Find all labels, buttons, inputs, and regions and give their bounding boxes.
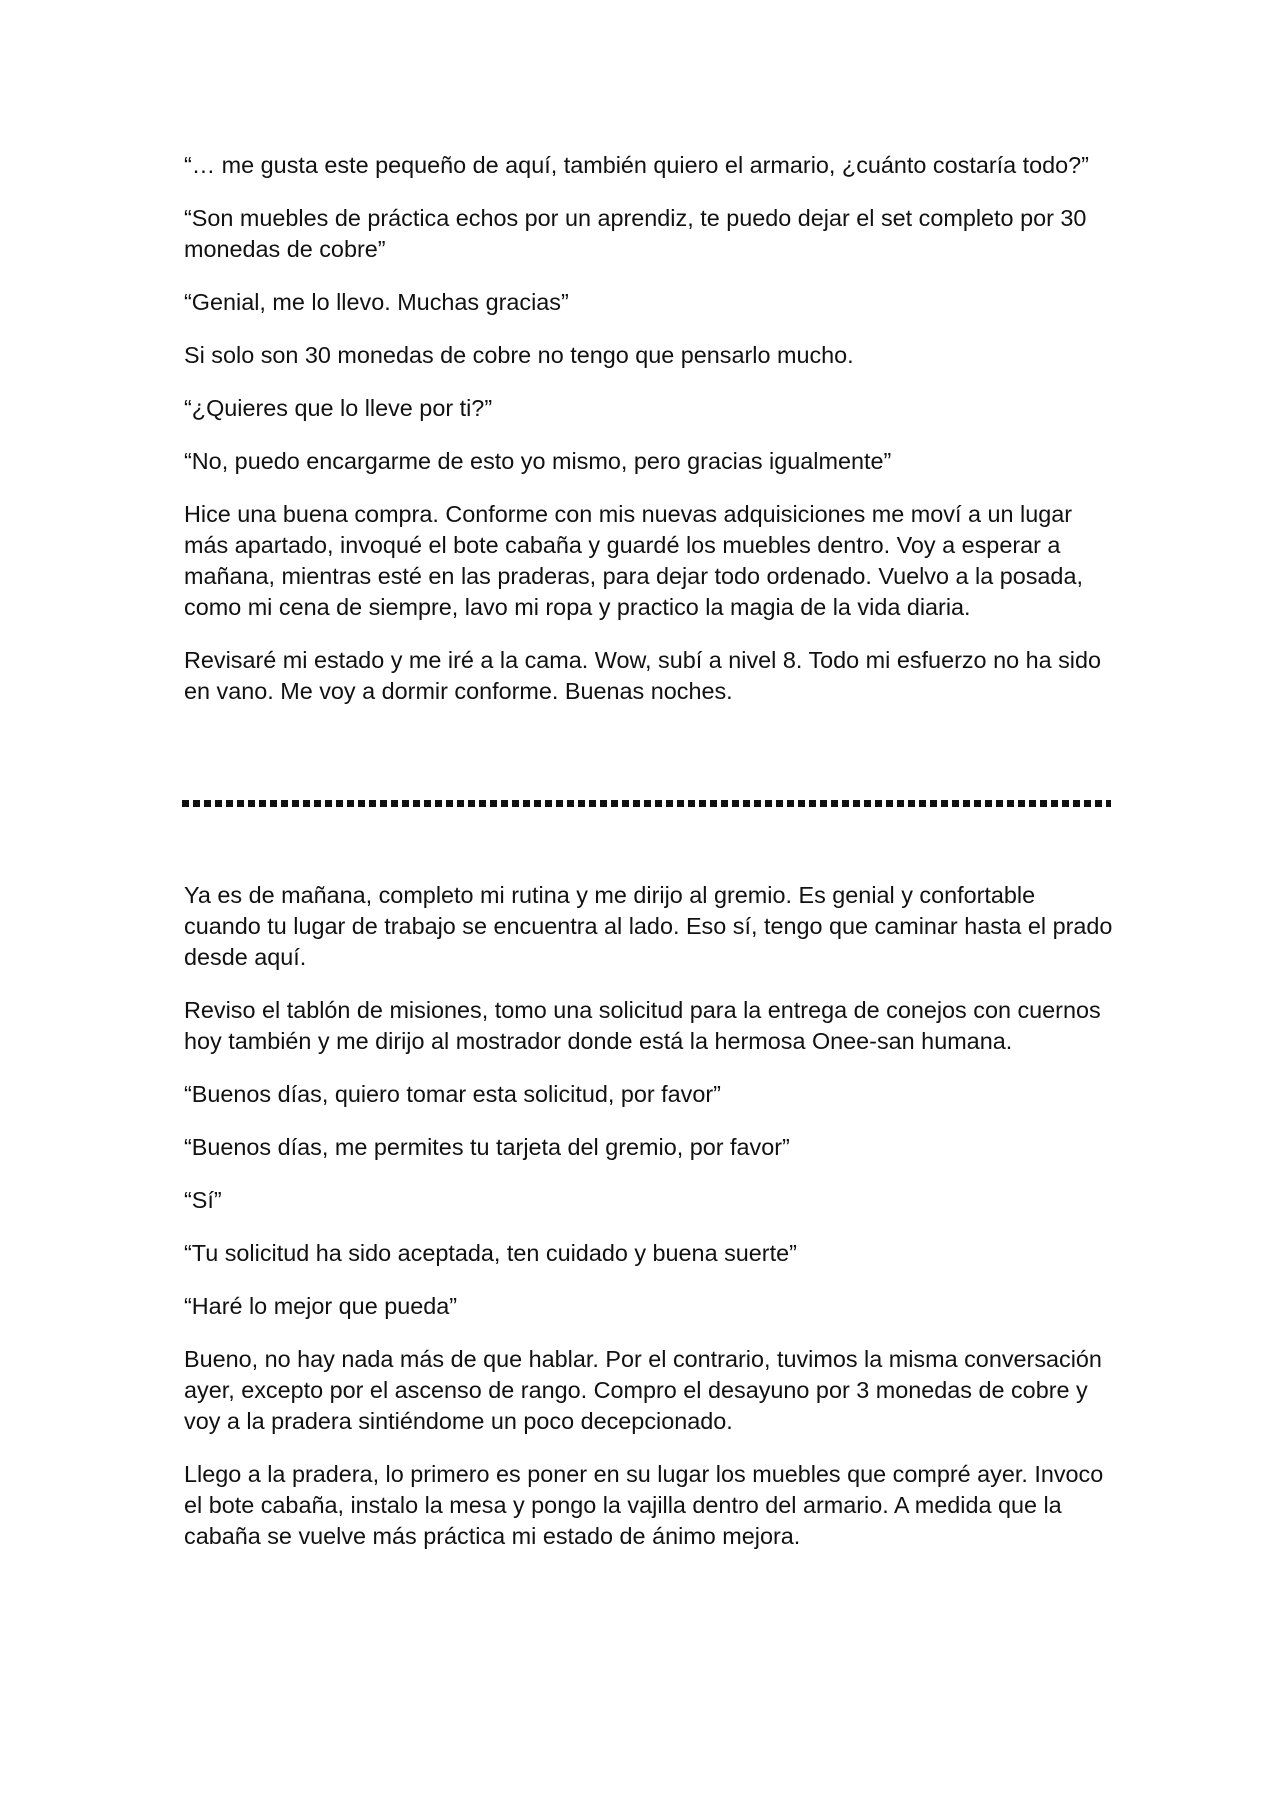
paragraph: Ya es de mañana, completo mi rutina y me dirijo al gremio. Es genial y confortable cuando tu lugar de trabajo se encuentra al lado. Eso sí, tengo que caminar hasta el prado desde aquí. (184, 882, 1113, 970)
paragraph: “Son muebles de práctica echos por un aprendiz, te puedo dejar el set completo por 30 monedas de cobre” (184, 205, 1087, 262)
text-block-top (184, 150, 1114, 729)
paragraph: Llego a la pradera, lo primero es poner en su lugar los muebles que compré ayer. Invoco el bote cabaña, instalo la mesa y pongo la vajilla dentro del armario. A medida que la cabaña se vuelve más práctica mi estado de ánimo mejora. (184, 1461, 1104, 1549)
section-divider (182, 800, 1111, 807)
paragraph: “¿Quieres que lo lleve por ti?” (184, 395, 493, 421)
text-block-bottom (184, 880, 1114, 1574)
paragraph: “No, puedo encargarme de esto yo mismo, pero gracias igualmente” (184, 448, 892, 474)
paragraph: Hice una buena compra. Conforme con mis nuevas adquisiciones me moví a un lugar más apartado, invoqué el bote cabaña y guardé los muebles dentro. Voy a esperar a mañana, mientras esté en las praderas, para dejar todo ordenado. Vuelvo a la posada, como mi cena de siempre, lavo mi ropa y practico la magia de la vida diaria. (184, 501, 1083, 620)
paragraph: Si solo son 30 monedas de cobre no tengo que pensarlo mucho. (184, 342, 854, 368)
paragraph: “Genial, me lo llevo. Muchas gracias” (184, 289, 569, 315)
paragraph: “Buenos días, quiero tomar esta solicitud, por favor” (184, 1081, 721, 1107)
paragraph: “… me gusta este pequeño de aquí, también quiero el armario, ¿cuánto costaría todo?” (184, 152, 1089, 178)
paragraph: Reviso el tablón de misiones, tomo una solicitud para la entrega de conejos con cuernos hoy también y me dirijo al mostrador donde está la hermosa Onee-san humana. (184, 997, 1101, 1054)
paragraph: Bueno, no hay nada más de que hablar. Por el contrario, tuvimos la misma conversación ayer, excepto por el ascenso de rango. Compro el desayuno por 3 monedas de cobre y voy a la pradera sintiéndome un poco decepcionado. (184, 1346, 1102, 1434)
paragraph: “Tu solicitud ha sido aceptada, ten cuidado y buena suerte” (184, 1240, 797, 1266)
paragraph: “Haré lo mejor que pueda” (184, 1293, 458, 1319)
paragraph: “Buenos días, me permites tu tarjeta del gremio, por favor” (184, 1134, 790, 1160)
paragraph: “Sí” (184, 1187, 222, 1213)
paragraph: Revisaré mi estado y me iré a la cama. Wow, subí a nivel 8. Todo mi esfuerzo no ha sido en vano. Me voy a dormir conforme. Buenas noches. (184, 647, 1102, 704)
